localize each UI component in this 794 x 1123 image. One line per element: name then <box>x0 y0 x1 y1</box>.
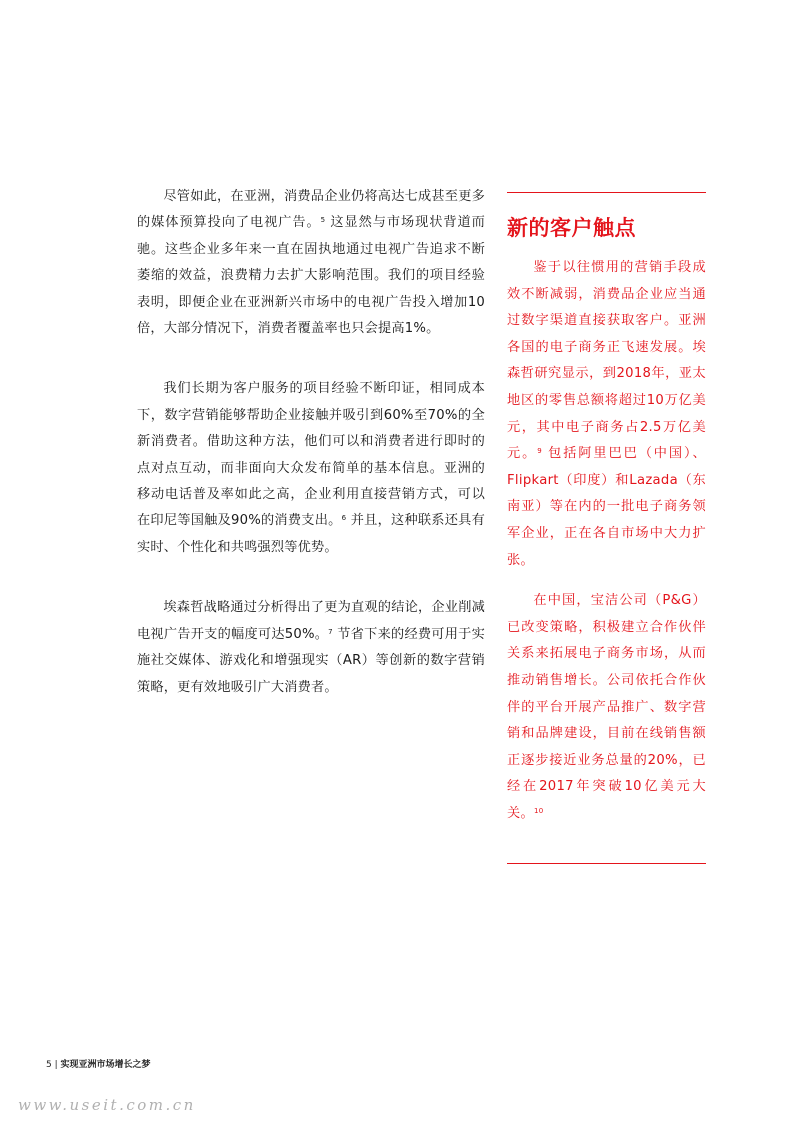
footnote-ref: 9 <box>537 447 542 456</box>
paragraph-text: 在中国，宝洁公司（P&G）已改变策略，积极建立合作伙伴关系来拓展电子商务市场，从而推动销售增长。公司依托合作伙伴的平台开展产品推广、数字营销和品牌建设，目前在线销售额正逐步接近业务总量的20%，已经在2017年突破10亿美元大关。 <box>507 593 706 821</box>
paragraph-text: 我们长期为客户服务的项目经验不断印证，相同成本下，数字营销能够帮助企业接触并吸引到60%至70%的全新消费者。借助这种方法，他们可以和消费者进行即时的点对点互动，而非面向大众发布简单的基本信息。亚洲的移动电话普及率如此之高，企业利用直接营销方式，可以在印尼等国触及90%的消费支出。 <box>137 381 485 529</box>
footer-separator: | <box>54 1060 58 1070</box>
body-paragraph-2 <box>137 376 485 561</box>
body-paragraph-3 <box>137 595 485 701</box>
sidebar-box <box>507 192 706 841</box>
paragraph-text: 埃森哲战略通过分析得出了更为直观的结论，企业削减电视广告开支的幅度可达50%。 <box>137 600 485 642</box>
page-footer <box>46 1059 151 1071</box>
page-number: 5 <box>46 1060 52 1070</box>
paragraph-text: 节省下来的经费可用于实施社交媒体、游戏化和增强现实（AR）等创新的数字营销策略，更有效地吸引广大消费者。 <box>137 626 485 695</box>
footnote-ref: 6 <box>341 514 347 523</box>
sidebar-top-rule <box>507 192 706 193</box>
paragraph-text: 这显然与市场现状背道而驰。这些企业多年来一直在固执地通过电视广告追求不断萎缩的效益，浪费精力去扩大影响范围。我们的项目经验表明，即便企业在亚洲新兴市场中的电视广告投入增加10倍，大部分情况下，消费者覆盖率也只会提高1%。 <box>137 215 485 337</box>
footnote-ref: 5 <box>320 216 326 225</box>
footer-title: 实现亚洲市场增长之梦 <box>60 1060 151 1070</box>
body-paragraph-1 <box>137 184 485 342</box>
paragraph-text: 包括阿里巴巴（中国）、Flipkart（印度）和Lazada（东南亚）等在内的一批电子商务领军企业，正在各自市场中大力扩张。 <box>507 446 706 568</box>
sidebar-title: 新的客户触点 <box>507 216 636 240</box>
paragraph-text: 并且，这种联系还具有实时、个性化和共鸣强烈等优势。 <box>137 513 485 555</box>
watermark: www.useit.com.cn <box>18 1096 196 1114</box>
paragraph-text: 鉴于以往惯用的营销手段成效不断减弱，消费品企业应当通过数字渠道直接获取客户。亚洲各国的电子商务正飞速发展。埃森哲研究显示，到2018年，亚太地区的零售总额将超过10万亿美元，其中电子商务占2.5万亿美元。 <box>507 260 706 462</box>
sidebar-paragraph-2 <box>507 588 706 827</box>
footnote-ref: 10 <box>533 806 544 815</box>
sidebar-bottom-rule <box>507 863 706 864</box>
main-column <box>137 184 485 735</box>
sidebar-paragraph-1 <box>507 255 706 574</box>
footnote-ref: 7 <box>328 627 333 636</box>
paragraph-text: 尽管如此，在亚洲，消费品企业仍将高达七成甚至更多的媒体预算投向了电视广告。 <box>137 189 485 231</box>
